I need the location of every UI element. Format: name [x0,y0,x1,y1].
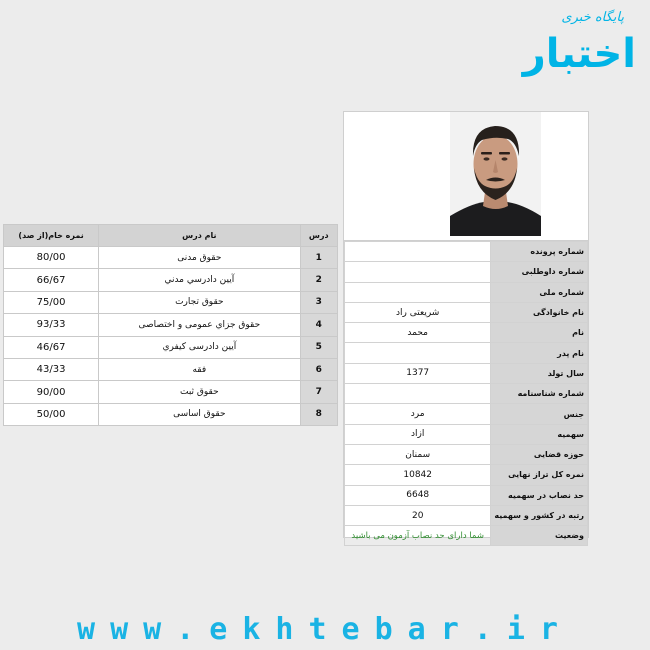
score-cell: 66/67 [4,269,99,291]
final-score-label: نمره کل تراز نهایی [491,465,588,485]
candidate-info-table [344,241,588,546]
table-row [4,336,338,358]
logo-title: اختبار [522,31,636,77]
status-label: وضعیت [491,526,588,546]
info-row [345,262,588,282]
info-row [345,363,588,383]
first-name-value: محمد [345,323,491,343]
info-row [345,526,588,546]
table-row [4,291,338,313]
table-row [4,381,338,403]
score-cell: 93/33 [4,314,99,336]
candidate-photo [450,112,541,236]
photo-area [344,112,588,241]
subject-cell: آيين دادرسي مدني [99,269,300,291]
father-name-label: نام پدر [491,343,588,363]
score-column-header: نمره خام(از صد) [4,225,99,247]
subject-column-header: نام درس [99,225,300,247]
person-portrait-icon [450,112,541,236]
quota-label: سهمیه [491,424,588,444]
candidate-card [343,111,589,541]
info-row [345,444,588,464]
candidate-number-value [345,262,491,282]
file-number-value [345,242,491,262]
info-row [345,485,588,505]
site-logo[interactable] [522,6,640,84]
id-card-number-label: شماره شناسنامه [491,384,588,404]
table-row [4,269,338,291]
judicial-district-value: سمنان [345,444,491,464]
score-cell: 50/00 [4,403,99,425]
subject-cell: حقوق جزاي عمومی و اختصاصی [99,314,300,336]
table-row [4,247,338,269]
last-name-value: شریعتی راد [345,302,491,322]
grades-header-row [4,225,338,247]
info-row [345,384,588,404]
number-column-header: درس [300,225,337,247]
subject-cell: فقه [99,358,300,380]
number-cell: 1 [300,247,337,269]
rank-label: رتبه در کشور و سهمیه [491,505,588,525]
subject-cell: حقوق ثبت [99,381,300,403]
score-cell: 90/00 [4,381,99,403]
last-name-label: نام خانوادگی [491,302,588,322]
final-score-value: 10842 [345,465,491,485]
score-cell: 75/00 [4,291,99,313]
info-row [345,242,588,262]
info-row [345,505,588,525]
subject-cell: حقوق اساسی [99,403,300,425]
info-row [345,343,588,363]
subject-cell: حقوق مدنی [99,247,300,269]
number-cell: 4 [300,314,337,336]
score-cell: 43/33 [4,358,99,380]
info-row [345,282,588,302]
number-cell: 5 [300,336,337,358]
number-cell: 3 [300,291,337,313]
father-name-value [345,343,491,363]
info-row [345,465,588,485]
site-url[interactable]: www.ekhtebar.ir [77,612,573,647]
gender-label: جنس [491,404,588,424]
birth-year-value: 1377 [345,363,491,383]
judicial-district-label: حوزه قضایی [491,444,588,464]
birth-year-label: سال تولد [491,363,588,383]
number-cell: 8 [300,403,337,425]
info-row [345,302,588,322]
subject-cell: حقوق تجارت [99,291,300,313]
info-row [345,323,588,343]
candidate-number-label: شماره داوطلبی [491,262,588,282]
info-row [345,424,588,444]
table-row [4,358,338,380]
quota-threshold-label: حد نصاب در سهمیه [491,485,588,505]
info-row [345,404,588,424]
quota-threshold-value: 6648 [345,485,491,505]
status-value: شما دارای حد نصاب آزمون می باشید [345,526,491,546]
id-card-number-value [345,384,491,404]
file-number-label: شماره پرونده [491,242,588,262]
gender-value: مرد [345,404,491,424]
score-cell: 80/00 [4,247,99,269]
first-name-label: نام [491,323,588,343]
score-cell: 46/67 [4,336,99,358]
rank-value: 20 [345,505,491,525]
subject-cell: آيين دادرسی كيفري [99,336,300,358]
logo-subtitle: پایگاه خبری [561,10,624,25]
number-cell: 2 [300,269,337,291]
number-cell: 7 [300,381,337,403]
national-id-value [345,282,491,302]
table-row [4,403,338,425]
grades-table [3,224,338,426]
quota-value: ازاد [345,424,491,444]
table-row [4,314,338,336]
number-cell: 6 [300,358,337,380]
national-id-label: شماره ملی [491,282,588,302]
